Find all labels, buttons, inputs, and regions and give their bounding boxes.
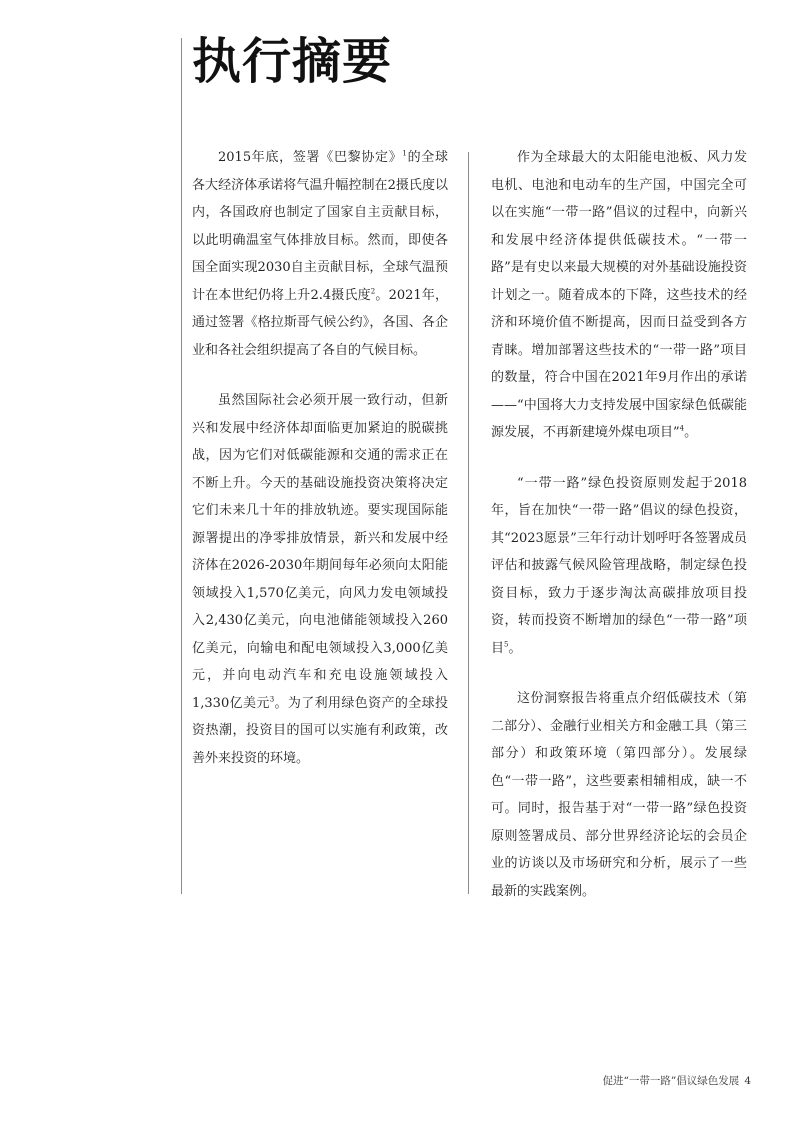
- footnote-marker: 5: [504, 640, 509, 649]
- paragraph-text: 2015年底，签署《巴黎协定》: [218, 150, 403, 165]
- left-column: [192, 144, 448, 795]
- paragraph-text: 。: [508, 640, 522, 656]
- page-footer: [603, 1073, 751, 1088]
- paragraph-text: 的全球各大经济体承诺将气温升幅控制在2摄氏度以内，各国政府也制定了国家自主贡献目标，以此明确温室气体排放目标。然而，即使各国全面实现2030自主贡献目标，全球气温预计在本世纪仍将上升2.4摄氏度: [192, 150, 448, 303]
- paragraph-text: 作为全球最大的太阳能电池板、风力发电机、电池和电动车的生产国，中国完全可以在实施“一带一路”倡议的过程中，向新兴和发展中经济体提供低碳技术。“一带一路”是有史以来最大规模的对外基础设施投资计划之一。随着成本的下降，这些技术的经济和环境价值不断提高，因而日益受到各方青睐。增加部署这些技术的“一带一路”项目的数量，符合中国在2021年9月作出的承诺——“中国将大力支持发展中国家绿色低碳能源发展，不再新建境外煤电项目”: [491, 150, 747, 440]
- paragraph-text: 。: [684, 425, 698, 440]
- right-column: [491, 144, 747, 928]
- footnote-marker: 4: [679, 424, 685, 433]
- body-paragraph: [491, 144, 747, 447]
- footnote-marker: 1: [402, 149, 407, 158]
- column-divider-rule: [468, 152, 469, 894]
- body-paragraph: [491, 470, 747, 663]
- paragraph-text: 这份洞察报告将重点介绍低碳技术（第二部分）、金融行业相关方和金融工具（第三部分）和政策环境（第四部分）。发展绿色“一带一路”，这些要素相辅相成，缺一不可。同时，报告基于对“一带一路”绿色投资原则签署成员、部分世界经济论坛的会员企业的访谈以及市场研究和分析，展示了一些最新的实践案例。: [491, 691, 747, 899]
- paragraph-text: “一带一路”绿色投资原则发起于2018年，旨在加快“一带一路”倡议的绿色投资，其“2023愿景”三年行动计划呼吁各签署成员评估和披露气候风险管理战略，制定绿色投资目标，致力于逐步淘汰高碳排放项目投资，转而投资不断增加的绿色“一带一路”项目: [491, 475, 747, 656]
- footer-document-title: 促进“一带一路”倡议绿色发展: [602, 1075, 740, 1087]
- footnote-marker: 3: [269, 695, 275, 704]
- body-paragraph: [491, 685, 747, 905]
- page-title: 执行摘要: [192, 33, 393, 90]
- paragraph-text: 虽然国际社会必须开展一致行动，但新兴和发展中经济体却面临更加紧迫的脱碳挑战，因为它们对低碳能源和交通的需求正在不断上升。今天的基础设施投资决策将决定它们未来几十年的排放轨迹。要实现国际能源署提出的净零排放情景，新兴和发展中经济体在2026-2030年期间每年必须向太阳能领域投入1,570亿美元，向风力发电领域投入2,430亿美元，向电池储能领域投入260亿美元，向输电和配电领域投入3,000亿美元，并向电动汽车和充电设施领域投入1,330亿美元: [192, 393, 448, 711]
- page-number: 4: [744, 1075, 751, 1087]
- body-paragraph: [192, 387, 448, 772]
- paragraph-text: 。2021年，通过签署《格拉斯哥气候公约》，各国、各企业和各社会组织提高了各自的气候目标。: [192, 287, 448, 358]
- body-paragraph: [192, 144, 448, 364]
- footnote-marker: 2: [370, 287, 376, 296]
- paragraph-text: 。为了利用绿色资产的全球投资热潮，投资目的国可以实施有利政策，改善外来投资的环境。: [192, 695, 448, 766]
- left-margin-rule: [181, 38, 182, 894]
